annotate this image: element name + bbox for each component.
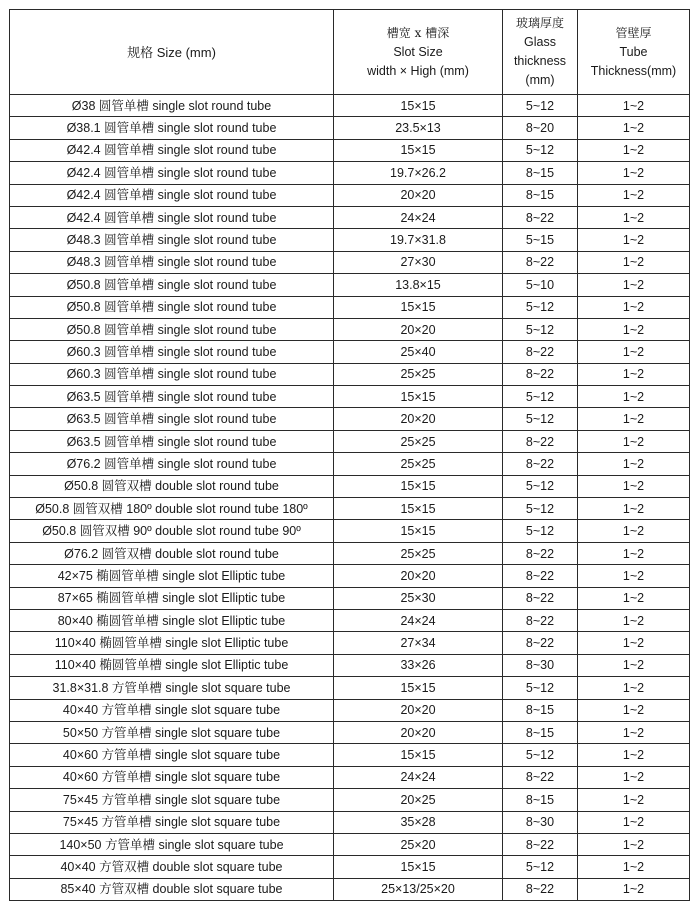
spec-table [9, 9, 690, 901]
cell-slot-size: 20×20 [334, 318, 503, 340]
cell-slot-size: 25×25 [334, 542, 503, 564]
table-row [10, 609, 690, 631]
cell-glass-thickness: 8~22 [503, 363, 578, 385]
cell-glass-thickness: 8~22 [503, 632, 578, 654]
cell-tube-thickness: 1~2 [578, 677, 690, 699]
cell-glass-thickness: 5~15 [503, 229, 578, 251]
table-body [10, 95, 690, 901]
cell-tube-thickness: 1~2 [578, 721, 690, 743]
cell-slot-size: 20×20 [334, 565, 503, 587]
cell-spec: Ø50.8 圆管单槽 single slot round tube [10, 318, 334, 340]
cell-tube-thickness: 1~2 [578, 341, 690, 363]
cell-slot-size: 15×15 [334, 296, 503, 318]
table-row [10, 229, 690, 251]
cell-glass-thickness: 8~15 [503, 721, 578, 743]
cell-tube-thickness: 1~2 [578, 654, 690, 676]
cell-spec: 31.8×31.8 方管单槽 single slot square tube [10, 677, 334, 699]
cell-spec: Ø76.2 圆管单槽 single slot round tube [10, 453, 334, 475]
cell-slot-size: 13.8×15 [334, 274, 503, 296]
cell-slot-size: 24×24 [334, 609, 503, 631]
cell-slot-size: 20×20 [334, 408, 503, 430]
table-row [10, 117, 690, 139]
table-row [10, 699, 690, 721]
cell-slot-size: 25×25 [334, 430, 503, 452]
cell-glass-thickness: 8~20 [503, 117, 578, 139]
cell-tube-thickness: 1~2 [578, 699, 690, 721]
cell-glass-thickness: 8~22 [503, 878, 578, 900]
cell-tube-thickness: 1~2 [578, 184, 690, 206]
cell-glass-thickness: 5~12 [503, 139, 578, 161]
cell-glass-thickness: 8~30 [503, 811, 578, 833]
table-row [10, 386, 690, 408]
cell-spec: Ø50.8 圆管双槽 90º double slot round tube 90º [10, 520, 334, 542]
cell-glass-thickness: 5~10 [503, 274, 578, 296]
cell-slot-size: 19.7×26.2 [334, 162, 503, 184]
table-row [10, 789, 690, 811]
cell-tube-thickness: 1~2 [578, 162, 690, 184]
table-row [10, 632, 690, 654]
table-row [10, 878, 690, 900]
header-slot-unit: width × High (mm) [367, 63, 469, 78]
cell-tube-thickness: 1~2 [578, 453, 690, 475]
cell-slot-size: 25×30 [334, 587, 503, 609]
table-row [10, 453, 690, 475]
table-row [10, 363, 690, 385]
cell-tube-thickness: 1~2 [578, 609, 690, 631]
cell-glass-thickness: 5~12 [503, 520, 578, 542]
cell-glass-thickness: 5~12 [503, 296, 578, 318]
cell-spec: Ø63.5 圆管单槽 single slot round tube [10, 430, 334, 452]
cell-spec: 40×60 方管单槽 single slot square tube [10, 766, 334, 788]
cell-spec: 110×40 椭圆管单槽 single slot Elliptic tube [10, 632, 334, 654]
table-row [10, 677, 690, 699]
table-row [10, 744, 690, 766]
header-spec-label: 规格 Size (mm) [127, 44, 216, 60]
cell-tube-thickness: 1~2 [578, 95, 690, 117]
cell-slot-size: 15×15 [334, 139, 503, 161]
cell-tube-thickness: 1~2 [578, 856, 690, 878]
cell-slot-size: 25×20 [334, 833, 503, 855]
cell-tube-thickness: 1~2 [578, 587, 690, 609]
cell-tube-thickness: 1~2 [578, 520, 690, 542]
cell-spec: 85×40 方管双槽 double slot square tube [10, 878, 334, 900]
cell-glass-thickness: 8~22 [503, 766, 578, 788]
cell-tube-thickness: 1~2 [578, 766, 690, 788]
cell-spec: Ø60.3 圆管单槽 single slot round tube [10, 341, 334, 363]
cell-spec: 75×45 方管单槽 single slot square tube [10, 789, 334, 811]
cell-tube-thickness: 1~2 [578, 744, 690, 766]
cell-spec: Ø48.3 圆管单槽 single slot round tube [10, 251, 334, 273]
cell-slot-size: 27×30 [334, 251, 503, 273]
cell-spec: Ø42.4 圆管单槽 single slot round tube [10, 206, 334, 228]
cell-slot-size: 23.5×13 [334, 117, 503, 139]
table-row [10, 587, 690, 609]
cell-spec: Ø76.2 圆管双槽 double slot round tube [10, 542, 334, 564]
table-row [10, 206, 690, 228]
cell-spec: Ø42.4 圆管单槽 single slot round tube [10, 162, 334, 184]
cell-glass-thickness: 8~22 [503, 453, 578, 475]
cell-slot-size: 15×15 [334, 677, 503, 699]
cell-spec: 75×45 方管单槽 single slot square tube [10, 811, 334, 833]
cell-spec: Ø50.8 圆管双槽 180º double slot round tube 180º [10, 498, 334, 520]
header-tube-zh: 管壁厚 [615, 25, 652, 40]
header-row [10, 10, 690, 95]
cell-slot-size: 15×15 [334, 386, 503, 408]
cell-glass-thickness: 8~15 [503, 162, 578, 184]
cell-tube-thickness: 1~2 [578, 251, 690, 273]
cell-tube-thickness: 1~2 [578, 386, 690, 408]
cell-spec: Ø48.3 圆管单槽 single slot round tube [10, 229, 334, 251]
cell-slot-size: 25×25 [334, 363, 503, 385]
cell-tube-thickness: 1~2 [578, 878, 690, 900]
table-row [10, 542, 690, 564]
cell-slot-size: 24×24 [334, 206, 503, 228]
cell-spec: Ø50.8 圆管单槽 single slot round tube [10, 296, 334, 318]
cell-slot-size: 15×15 [334, 856, 503, 878]
header-tube-thickness [578, 10, 690, 95]
header-spec [10, 10, 334, 95]
cell-spec: 87×65 椭圆管单槽 single slot Elliptic tube [10, 587, 334, 609]
cell-glass-thickness: 8~22 [503, 587, 578, 609]
table-row [10, 766, 690, 788]
cell-tube-thickness: 1~2 [578, 430, 690, 452]
cell-slot-size: 35×28 [334, 811, 503, 833]
table-row [10, 251, 690, 273]
cell-spec: 50×50 方管单槽 single slot square tube [10, 721, 334, 743]
cell-glass-thickness: 5~12 [503, 856, 578, 878]
cell-slot-size: 15×15 [334, 475, 503, 497]
table-row [10, 498, 690, 520]
cell-slot-size: 20×20 [334, 721, 503, 743]
cell-glass-thickness: 8~30 [503, 654, 578, 676]
cell-tube-thickness: 1~2 [578, 789, 690, 811]
table-row [10, 654, 690, 676]
cell-glass-thickness: 8~15 [503, 789, 578, 811]
table-row [10, 475, 690, 497]
cell-spec: 40×40 方管双槽 double slot square tube [10, 856, 334, 878]
cell-slot-size: 27×34 [334, 632, 503, 654]
cell-glass-thickness: 5~12 [503, 408, 578, 430]
cell-glass-thickness: 8~15 [503, 699, 578, 721]
cell-slot-size: 15×15 [334, 744, 503, 766]
cell-tube-thickness: 1~2 [578, 408, 690, 430]
cell-tube-thickness: 1~2 [578, 318, 690, 340]
cell-spec: 80×40 椭圆管单槽 single slot Elliptic tube [10, 609, 334, 631]
cell-slot-size: 19.7×31.8 [334, 229, 503, 251]
cell-glass-thickness: 8~22 [503, 251, 578, 273]
header-glass-zh: 玻璃厚度 [515, 16, 564, 30]
cell-slot-size: 24×24 [334, 766, 503, 788]
table-row [10, 430, 690, 452]
cell-tube-thickness: 1~2 [578, 274, 690, 296]
cell-slot-size: 20×20 [334, 184, 503, 206]
header-glass-en: Glass [524, 35, 556, 49]
cell-spec: 42×75 椭圆管单槽 single slot Elliptic tube [10, 565, 334, 587]
cell-spec: Ø50.8 圆管单槽 single slot round tube [10, 274, 334, 296]
header-glass-en2: thickness [513, 54, 567, 68]
cell-spec: Ø42.4 圆管单槽 single slot round tube [10, 139, 334, 161]
header-glass-thickness [503, 10, 578, 95]
table-row [10, 341, 690, 363]
cell-spec: Ø63.5 圆管单槽 single slot round tube [10, 408, 334, 430]
header-tube-en: Tube [619, 44, 648, 59]
table-row [10, 856, 690, 878]
cell-glass-thickness: 5~12 [503, 318, 578, 340]
cell-tube-thickness: 1~2 [578, 833, 690, 855]
cell-slot-size: 20×20 [334, 699, 503, 721]
cell-glass-thickness: 8~22 [503, 565, 578, 587]
cell-slot-size: 25×13/25×20 [334, 878, 503, 900]
table-row [10, 95, 690, 117]
cell-slot-size: 15×15 [334, 520, 503, 542]
cell-glass-thickness: 8~15 [503, 184, 578, 206]
table-row [10, 833, 690, 855]
table-row [10, 184, 690, 206]
table-row [10, 721, 690, 743]
table-row [10, 296, 690, 318]
cell-glass-thickness: 8~22 [503, 341, 578, 363]
cell-glass-thickness: 5~12 [503, 677, 578, 699]
table-row [10, 565, 690, 587]
header-slot-en: Slot Size [393, 44, 443, 59]
table-row [10, 318, 690, 340]
cell-tube-thickness: 1~2 [578, 139, 690, 161]
header-glass-unit: (mm) [525, 73, 555, 87]
cell-tube-thickness: 1~2 [578, 229, 690, 251]
cell-spec: 40×40 方管单槽 single slot square tube [10, 699, 334, 721]
header-tube-unit: Thickness(mm) [590, 63, 677, 78]
cell-slot-size: 15×15 [334, 95, 503, 117]
cell-tube-thickness: 1~2 [578, 811, 690, 833]
cell-slot-size: 25×40 [334, 341, 503, 363]
cell-tube-thickness: 1~2 [578, 498, 690, 520]
cell-spec: Ø63.5 圆管单槽 single slot round tube [10, 386, 334, 408]
cell-glass-thickness: 5~12 [503, 95, 578, 117]
cell-spec: Ø38 圆管单槽 single slot round tube [10, 95, 334, 117]
table-header [10, 10, 690, 95]
table-row [10, 162, 690, 184]
cell-tube-thickness: 1~2 [578, 117, 690, 139]
cell-tube-thickness: 1~2 [578, 296, 690, 318]
cell-glass-thickness: 5~12 [503, 475, 578, 497]
cell-spec: Ø38.1 圆管单槽 single slot round tube [10, 117, 334, 139]
cell-glass-thickness: 8~22 [503, 206, 578, 228]
cell-glass-thickness: 5~12 [503, 386, 578, 408]
cell-tube-thickness: 1~2 [578, 632, 690, 654]
cell-slot-size: 33×26 [334, 654, 503, 676]
cell-tube-thickness: 1~2 [578, 542, 690, 564]
cell-tube-thickness: 1~2 [578, 475, 690, 497]
cell-glass-thickness: 5~12 [503, 744, 578, 766]
cell-glass-thickness: 8~22 [503, 430, 578, 452]
cell-spec: 110×40 椭圆管单槽 single slot Elliptic tube [10, 654, 334, 676]
cell-spec: Ø60.3 圆管单槽 single slot round tube [10, 363, 334, 385]
table-row [10, 520, 690, 542]
cell-slot-size: 25×25 [334, 453, 503, 475]
cell-glass-thickness: 8~22 [503, 542, 578, 564]
cell-spec: 140×50 方管单槽 single slot square tube [10, 833, 334, 855]
cell-tube-thickness: 1~2 [578, 363, 690, 385]
table-row [10, 408, 690, 430]
table-row [10, 139, 690, 161]
cell-spec: Ø50.8 圆管双槽 double slot round tube [10, 475, 334, 497]
cell-glass-thickness: 8~22 [503, 609, 578, 631]
table-row [10, 274, 690, 296]
cell-tube-thickness: 1~2 [578, 206, 690, 228]
cell-tube-thickness: 1~2 [578, 565, 690, 587]
cell-spec: Ø42.4 圆管单槽 single slot round tube [10, 184, 334, 206]
cell-slot-size: 20×25 [334, 789, 503, 811]
cell-glass-thickness: 5~12 [503, 498, 578, 520]
cell-glass-thickness: 8~22 [503, 833, 578, 855]
header-slot-size [334, 10, 503, 95]
cell-spec: 40×60 方管单槽 single slot square tube [10, 744, 334, 766]
cell-slot-size: 15×15 [334, 498, 503, 520]
table-row [10, 811, 690, 833]
header-slot-zh: 槽宽 x 槽深 [386, 25, 450, 40]
